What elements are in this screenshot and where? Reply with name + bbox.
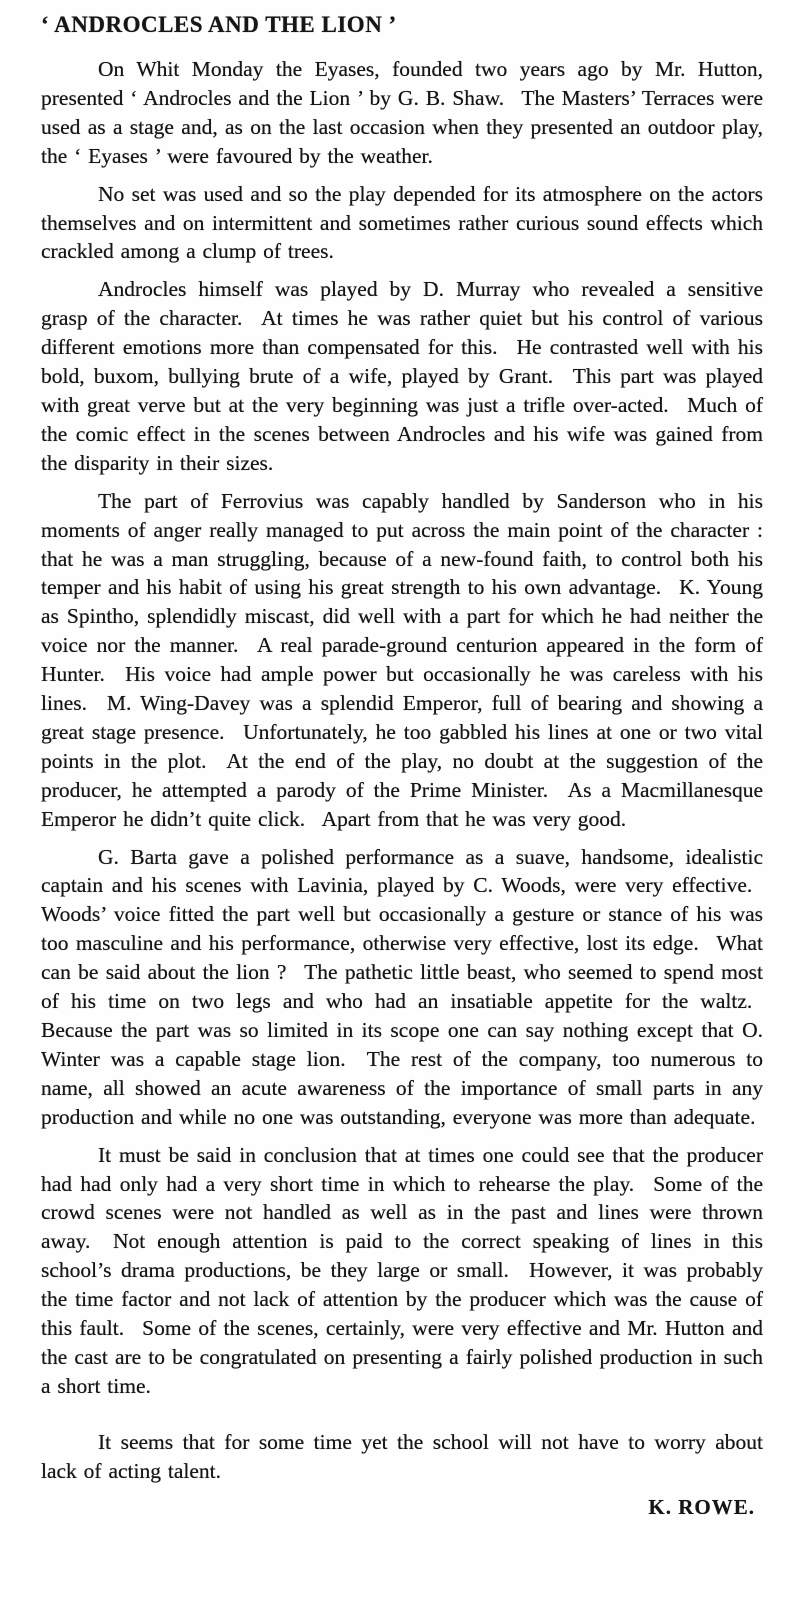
author-byline: K. ROWE. xyxy=(648,1494,755,1519)
paragraph-barta-lion-company: G. Barta gave a polished performance as a suave, handsome, idealistic captain and his scenes with Lavinia, played by C. Woods, were very effective. Woods’ voice fitted the part well but occasionally a gesture or stance of his was too masculine and his performance, otherwise very effective, lost its edge. What can be said about the lion ? The pathetic little beast, who seemed to spend most of his time on two legs and who had an insatiable appetite for the waltz. Because the part was so limited in its scope one can say nothing except that O. Winter was a capable stage lion. The rest of the company, too numerous to name, all showed an acute awareness of the importance of small parts in any production and while no one was outstanding, everyone was more than adequate. xyxy=(41,844,763,1129)
paragraph-conclusion: It must be said in conclusion that at times one could see that the producer had had only had a very short time in which to rehearse the play. Some of the crowd scenes were not handled as well as in the past and lines were thrown away. Not enough attention is paid to the correct speaking of lines in this school’s drama productions, be they large or small. However, it was probably the time factor and not lack of attention by the producer which was the cause of this fault. Some of the scenes, certainly, were very effective and Mr. Hutton and the cast are to be congratulated on presenting a fairly polished production in such a short time. xyxy=(41,1142,763,1398)
paragraph-androcles-murray: Androcles himself was played by D. Murray who revealed a sensitive grasp of the character. At times he was rather quiet but his control of various different emotions more than compensated for this. He contrasted well with his bold, buxom, bullying brute of a wife, played by Grant. This part was played with great verve but at the very beginning was just a trifle over-acted. Much of the comic effect in the scenes between Androcles and his wife was gained from the disparity in their sizes. xyxy=(41,277,763,475)
article-title: ‘ ANDROCLES AND THE LION ’ xyxy=(41,12,397,37)
article-body xyxy=(41,55,763,1486)
paragraph-closing-remark: It seems that for some time yet the school will not have to worry about lack of acting talent. xyxy=(41,1429,763,1483)
paragraph-staging: No set was used and so the play depended for its atmosphere on the actors themselves and on intermittent and sometimes rather curious sound effects which crackled among a clump of trees. xyxy=(41,181,763,264)
paragraph-intro: On Whit Monday the Eyases, founded two years ago by Mr. Hutton, presented ‘ Androcles and the Lion ’ by G. B. Shaw. The Masters’ Terraces were used as a stage and, as on the last occasion when they presented an outdoor play, the ‘ Eyases ’ were favoured by the weather. xyxy=(41,57,763,168)
paragraph-ferrovius-emperor: The part of Ferrovius was capably handled by Sanderson who in his moments of anger really managed to put across the main point of the character : that he was a man struggling, because of a new-found faith, to control both his temper and his habit of using his great strength to his own advantage. K. Young as Spintho, splendidly miscast, did well with a part for which he had neither the voice nor the manner. A real parade-ground centurion appeared in the form of Hunter. His voice had ample power but occasionally he was careless with his lines. M. Wing-Davey was a splendid Emperor, full of bearing and showing a great stage presence. Unfortunately, he too gabbled his lines at one or two vital points in the plot. At the end of the play, no doubt at the suggestion of the producer, he attempted a parody of the Prime Minister. As a Macmillanesque Emperor he didn’t quite click. Apart from that he was very good. xyxy=(41,488,763,831)
